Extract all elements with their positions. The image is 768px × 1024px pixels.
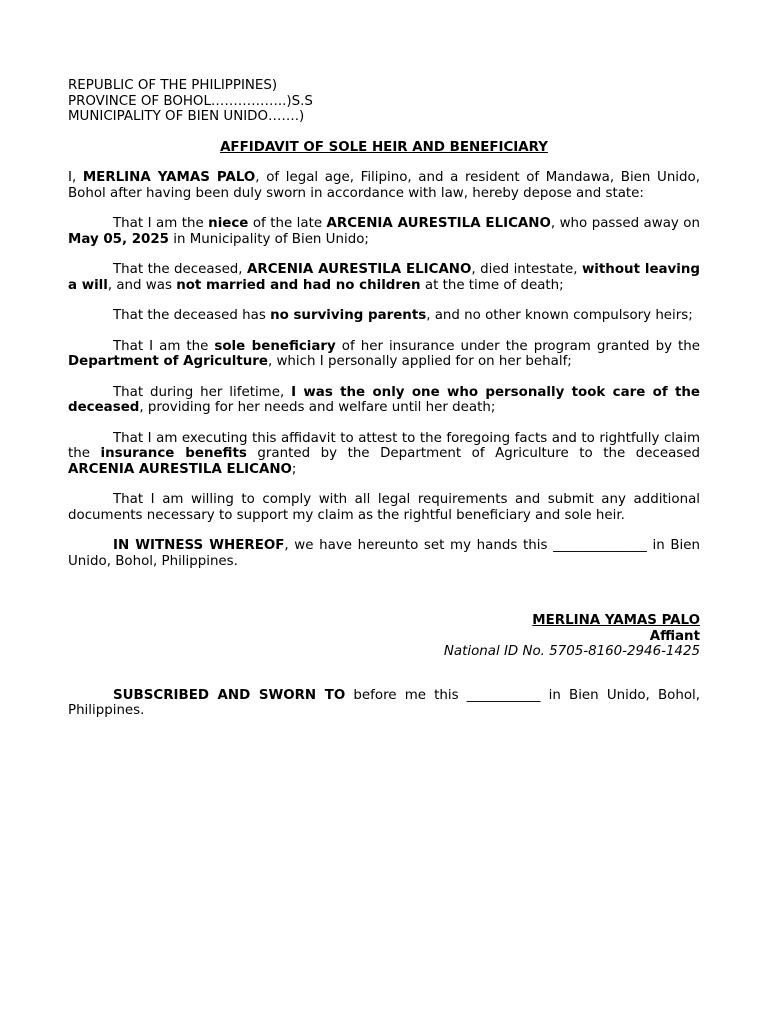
national-id: National ID No. 5705-8160-2946-1425 — [443, 644, 700, 659]
text: before me this ___________ in Bien Unido, Bohol, Philippines. — [68, 687, 701, 718]
header-republic: REPUBLIC OF THE PHILIPPINES) — [68, 78, 278, 93]
bold-text: niece — [208, 216, 249, 231]
text: granted by the Department of Agriculture to the deceased — [246, 446, 701, 461]
document-body — [68, 78, 700, 732]
text: of the late — [248, 216, 327, 231]
bold-text: IN WITNESS WHEREOF — [113, 538, 285, 553]
bold-text: without leaving a will — [68, 262, 700, 293]
paragraph-compliance — [68, 492, 700, 523]
text: , which I personally applied for on her behalf; — [267, 354, 572, 369]
deceased-name: ARCENIA AURESTILA ELICANO — [247, 262, 472, 277]
deceased-name: ARCENIA AURESTILA ELICANO — [68, 461, 292, 477]
text: That I am the — [113, 338, 215, 354]
header-province: PROVINCE OF BOHOL……………..)S.S — [68, 93, 313, 109]
witness-clause — [68, 538, 700, 569]
text: That during her lifetime, — [113, 384, 292, 400]
deceased-name: ARCENIA AURESTILA ELICANO — [326, 216, 551, 231]
text: at the time of death; — [420, 277, 564, 293]
text: That the deceased has — [113, 308, 271, 323]
document-title: AFFIDAVIT OF SOLE HEIR AND BENEFICIARY — [220, 139, 548, 155]
intro-text-1: I, — [68, 170, 83, 185]
text: That the deceased, — [113, 262, 248, 277]
bold-text: I was the only one who personally took care of the deceased — [68, 384, 700, 415]
jurat-clause — [68, 688, 700, 719]
paragraph-caretaker — [68, 385, 700, 416]
bold-text: sole beneficiary — [214, 338, 336, 354]
paragraph-relationship — [68, 216, 700, 247]
text: That I am willing to comply with all legal requirements and submit any additional documents necessary to support my claim as the rightful beneficiary and sole heir. — [68, 492, 700, 523]
header-municipality: MUNICIPALITY OF BIEN UNIDO…….) — [68, 109, 305, 124]
venue-header — [68, 78, 700, 125]
bold-text: Department of Agriculture — [68, 354, 268, 369]
text: , providing for her needs and welfare until her death; — [139, 400, 496, 415]
intro-paragraph — [68, 170, 700, 201]
paragraph-no-parents — [68, 308, 700, 324]
text: , we have hereunto set my hands this ______________ in Bien Unido, Bohol, Philippines. — [68, 538, 700, 569]
intro-text-2: , of legal age, Filipino, and a resident of Mandawa, Bien Unido, Bohol after having been duly sworn in accordance with law, hereby depose and state: — [68, 170, 700, 201]
bold-text: insurance benefits — [100, 446, 247, 461]
affiant-name: MERLINA YAMAS PALO — [532, 613, 700, 628]
bold-text: no surviving parents — [270, 308, 427, 323]
paragraph-sole-beneficiary — [68, 339, 700, 370]
bold-text: SUBSCRIBED AND SWORN TO — [113, 687, 346, 703]
text: , and was — [107, 277, 177, 293]
text: ; — [291, 461, 297, 477]
date-of-death: May 05, 2025 — [68, 231, 169, 247]
text: That I am the — [113, 216, 209, 231]
affiant-name-inline: MERLINA YAMAS PALO — [82, 170, 256, 185]
text: of her insurance under the program granted by the — [335, 338, 700, 354]
text: , and no other known compulsory heirs; — [426, 308, 693, 323]
bold-text: not married and had no children — [176, 277, 421, 293]
text: , who passed away on — [550, 216, 700, 231]
paragraph-claim — [68, 431, 700, 478]
signature-block — [68, 613, 700, 660]
text: , died intestate, — [471, 262, 582, 277]
text: in Municipality of Bien Unido; — [169, 231, 369, 247]
paragraph-intestate — [68, 262, 700, 293]
text: That I am executing this affidavit to attest to the foregoing facts and to rightfully claim the — [68, 430, 700, 461]
affiant-label: Affiant — [649, 628, 700, 644]
